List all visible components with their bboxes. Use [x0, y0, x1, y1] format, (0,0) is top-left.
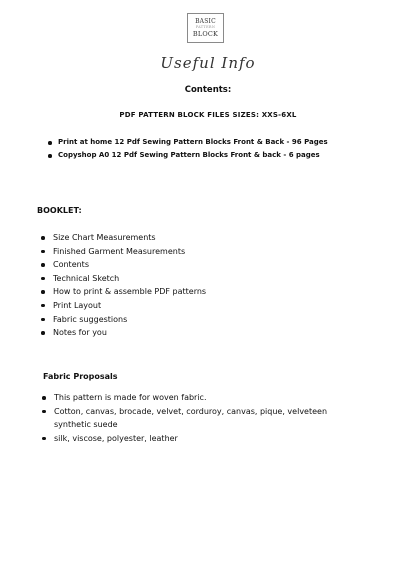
list-item: Contents — [39, 258, 206, 272]
list-item: Technical Sketch — [39, 272, 206, 286]
list-item: Copyshop A0 12 Pdf Sewing Pattern Blocks Front & back - 6 pages — [46, 149, 386, 162]
list-item: silk, viscose, polyester, leather — [40, 432, 374, 446]
booklet-heading: BOOKLET: — [37, 206, 82, 215]
fabric-list — [40, 391, 374, 445]
list-item: Finished Garment Measurements — [39, 245, 206, 259]
script-title-text: Useful Info — [160, 54, 256, 72]
list-item: Notes for you — [39, 326, 206, 340]
list-item: Print Layout — [39, 299, 206, 313]
logo-text-line1: BASIC — [195, 18, 216, 25]
fabric-line-continued: synthetic suede — [54, 420, 118, 430]
list-item — [40, 405, 374, 432]
list-item: Size Chart Measurements — [39, 231, 206, 245]
brand-logo — [187, 13, 224, 43]
list-item: How to print & assemble PDF patterns — [39, 285, 206, 299]
files-list — [46, 136, 386, 162]
sizes-line: PDF PATTERN BLOCK FILES SIZES: XXS-6XL — [119, 111, 297, 119]
fabric-line: Cotton, canvas, brocade, velvet, corduroy, canvas, pique, velveteen — [54, 406, 328, 416]
list-item: This pattern is made for woven fabric. — [40, 391, 374, 405]
list-item: Fabric suggestions — [39, 313, 206, 327]
logo-text-line3: BLOCK — [192, 29, 219, 38]
contents-heading: Contents: — [184, 85, 232, 95]
booklet-list — [39, 231, 206, 340]
logo-text-line2: PATTERN — [195, 25, 216, 29]
list-item: Print at home 12 Pdf Sewing Pattern Blocks Front & Back - 96 Pages — [46, 136, 386, 149]
fabric-heading: Fabric Proposals — [43, 372, 118, 381]
useful-info-script-title — [150, 50, 266, 76]
